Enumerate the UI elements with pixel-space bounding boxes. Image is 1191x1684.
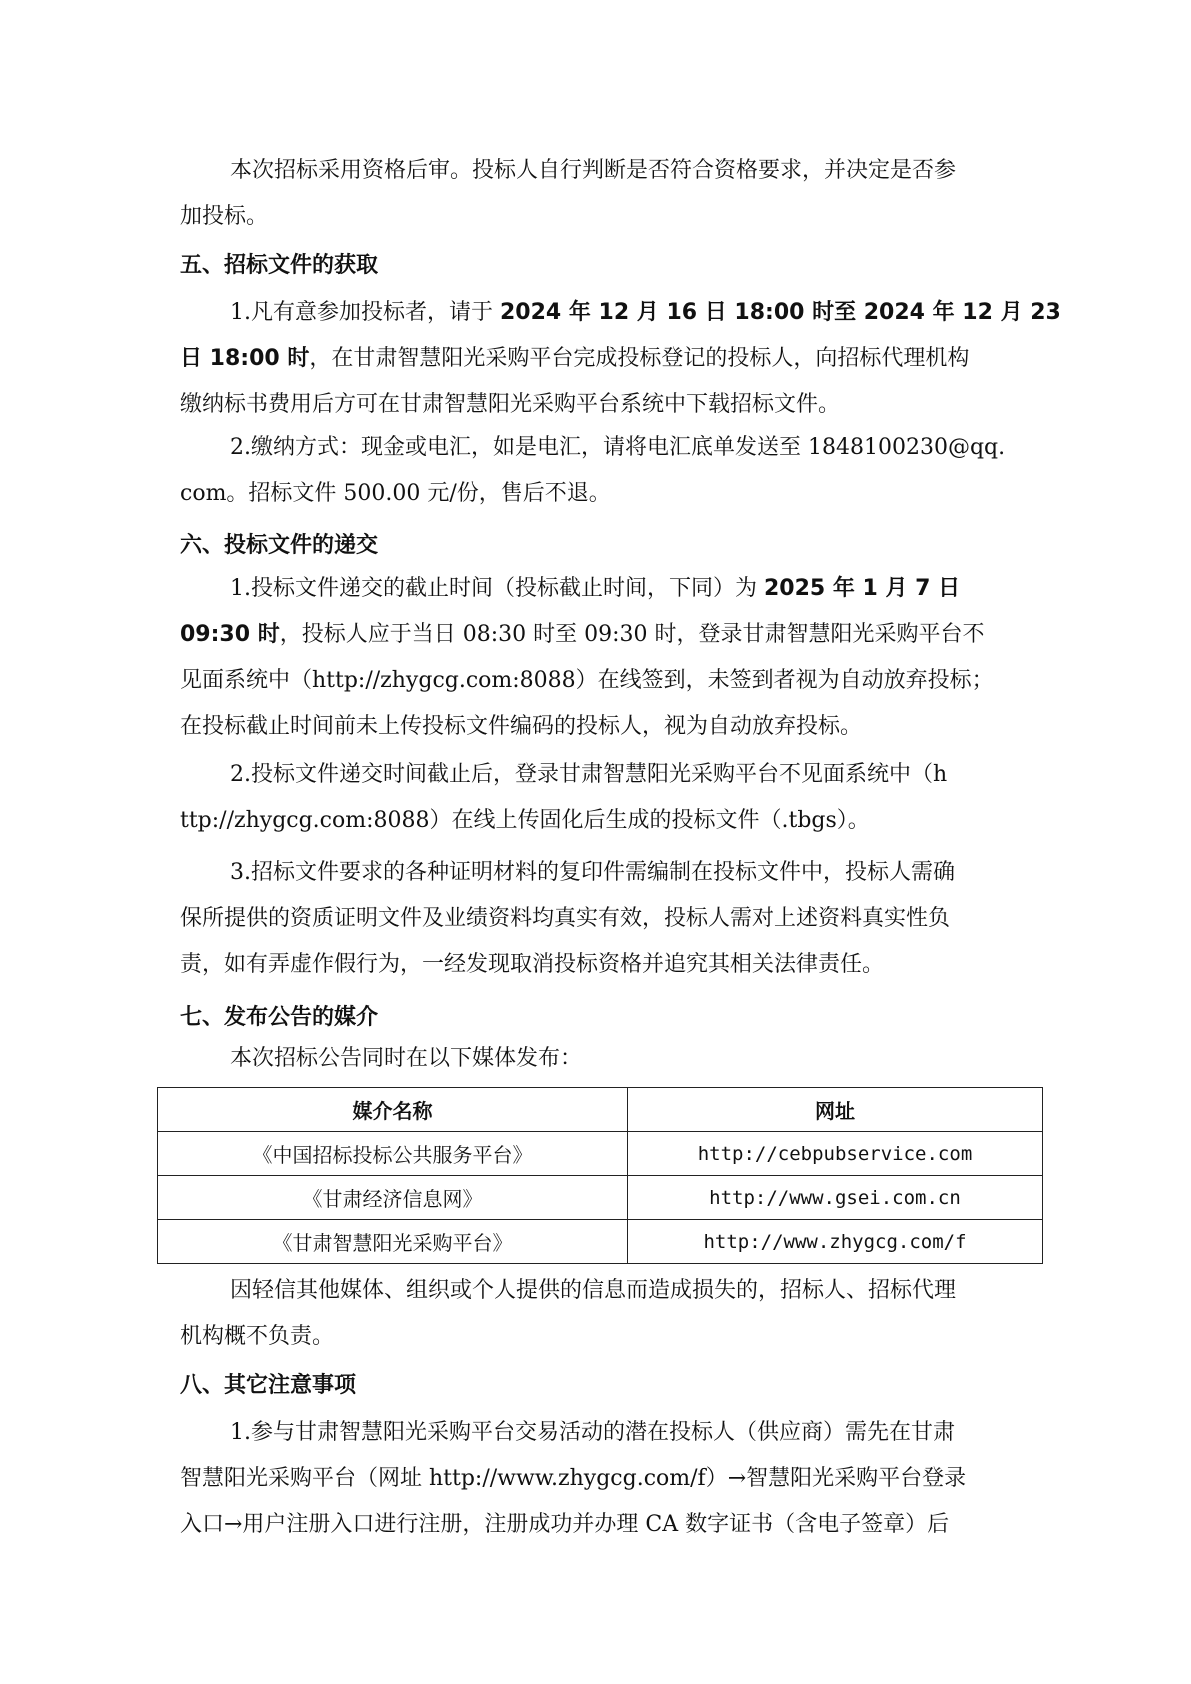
text-line: 机构概不负责。 — [180, 1324, 335, 1349]
media-url-cell: http://www.gsei.com.cn — [628, 1176, 1043, 1220]
bold-deadline-time: 09:30 时 — [180, 622, 280, 647]
section-6-item-1 — [180, 566, 1022, 750]
media-name-cell: 《甘肃智慧阳光采购平台》 — [158, 1220, 628, 1264]
section-8-item-1 — [180, 1410, 1022, 1548]
table-row — [158, 1220, 1043, 1264]
section-5-item-2 — [180, 425, 1022, 517]
section-5-item-1 — [180, 290, 1061, 428]
text-line: 因轻信其他媒体、组织或个人提供的信息而造成损失的，招标人、招标代理 — [230, 1278, 957, 1303]
table-header-row — [158, 1088, 1043, 1132]
text-line: 保所提供的资质证明文件及业绩资料均真实有效，投标人需对上述资料真实性负 — [180, 906, 951, 931]
section-7-heading: 七、发布公告的媒介 — [180, 1005, 379, 1030]
section-8-heading: 八、其它注意事项 — [180, 1373, 357, 1398]
text-line: 智慧阳光采购平台（网址 http://www.zhygcg.com/f）→智慧阳光采购平台登录 — [180, 1466, 967, 1491]
text-line: 本次招标采用资格后审。投标人自行判断是否符合资格要求，并决定是否参 — [230, 158, 957, 183]
media-table — [157, 1087, 1043, 1264]
bold-deadline-date: 2025 年 1 月 7 日 — [764, 576, 961, 601]
media-name-cell: 《中国招标投标公共服务平台》 — [158, 1132, 628, 1176]
text-line: com。招标文件 500.00 元/份，售后不退。 — [180, 481, 611, 506]
text-run: ，在甘肃智慧阳光采购平台完成投标登记的投标人，向招标代理机构 — [309, 346, 970, 371]
intro-paragraph — [180, 148, 1022, 240]
text-line: 责，如有弄虚作假行为，一经发现取消投标资格并追究其相关法律责任。 — [180, 952, 885, 977]
media-url-cell: http://cebpubservice.com — [628, 1132, 1043, 1176]
section-6-item-3 — [180, 850, 1022, 988]
section-6-heading: 六、投标文件的递交 — [180, 533, 379, 558]
section-7-intro — [180, 1036, 1022, 1082]
text-line: 1.参与甘肃智慧阳光采购平台交易活动的潜在投标人（供应商）需先在甘肃 — [230, 1420, 955, 1445]
text-line: 2.投标文件递交时间截止后，登录甘肃智慧阳光采购平台不见面系统中（h — [230, 762, 948, 787]
text-line: 3.招标文件要求的各种证明材料的复印件需编制在投标文件中，投标人需确 — [230, 860, 955, 885]
text-run: ，投标人应于当日 08:30 时至 09:30 时，登录甘肃智慧阳光采购平台不 — [279, 622, 985, 647]
section-6-item-2 — [180, 752, 1022, 844]
column-header-url: 网址 — [628, 1088, 1043, 1132]
text-line — [180, 566, 1022, 612]
text-line: 2.缴纳方式：现金或电汇，如是电汇，请将电汇底单发送至 1848100230@qq. — [230, 435, 1006, 460]
text-line — [180, 290, 1061, 336]
bold-time: 日 18:00 时 — [180, 346, 310, 371]
section-5-heading: 五、招标文件的获取 — [180, 253, 379, 278]
text-line — [180, 612, 1022, 658]
text-line: 在投标截止时间前未上传投标文件编码的投标人，视为自动放弃投标。 — [180, 714, 863, 739]
column-header-media-name: 媒介名称 — [158, 1088, 628, 1132]
text-run: 1.凡有意参加投标者，请于 — [230, 300, 500, 325]
text-line: 入口→用户注册入口进行注册，注册成功并办理 CA 数字证书（含电子签章）后 — [180, 1512, 950, 1537]
text-line: 本次招标公告同时在以下媒体发布： — [230, 1046, 583, 1071]
media-url-cell: http://www.zhygcg.com/f — [628, 1220, 1043, 1264]
media-name-cell: 《甘肃经济信息网》 — [158, 1176, 628, 1220]
text-line — [180, 336, 1022, 382]
table-row — [158, 1176, 1043, 1220]
text-line: ttp://zhygcg.com:8088）在线上传固化后生成的投标文件（.tbgs）。 — [180, 808, 870, 833]
text-line: 缴纳标书费用后方可在甘肃智慧阳光采购平台系统中下载招标文件。 — [180, 392, 841, 417]
text-run: 1.投标文件递交的截止时间（投标截止时间，下同）为 — [230, 576, 764, 601]
bold-date-range: 2024 年 12 月 16 日 18:00 时至 2024 年 12 月 23 — [499, 300, 1061, 325]
table-row — [158, 1132, 1043, 1176]
text-line: 见面系统中（http://zhygcg.com:8088）在线签到，未签到者视为自动放弃投标； — [180, 668, 994, 693]
section-7-disclaimer — [180, 1268, 1022, 1360]
text-line: 加投标。 — [180, 204, 269, 229]
